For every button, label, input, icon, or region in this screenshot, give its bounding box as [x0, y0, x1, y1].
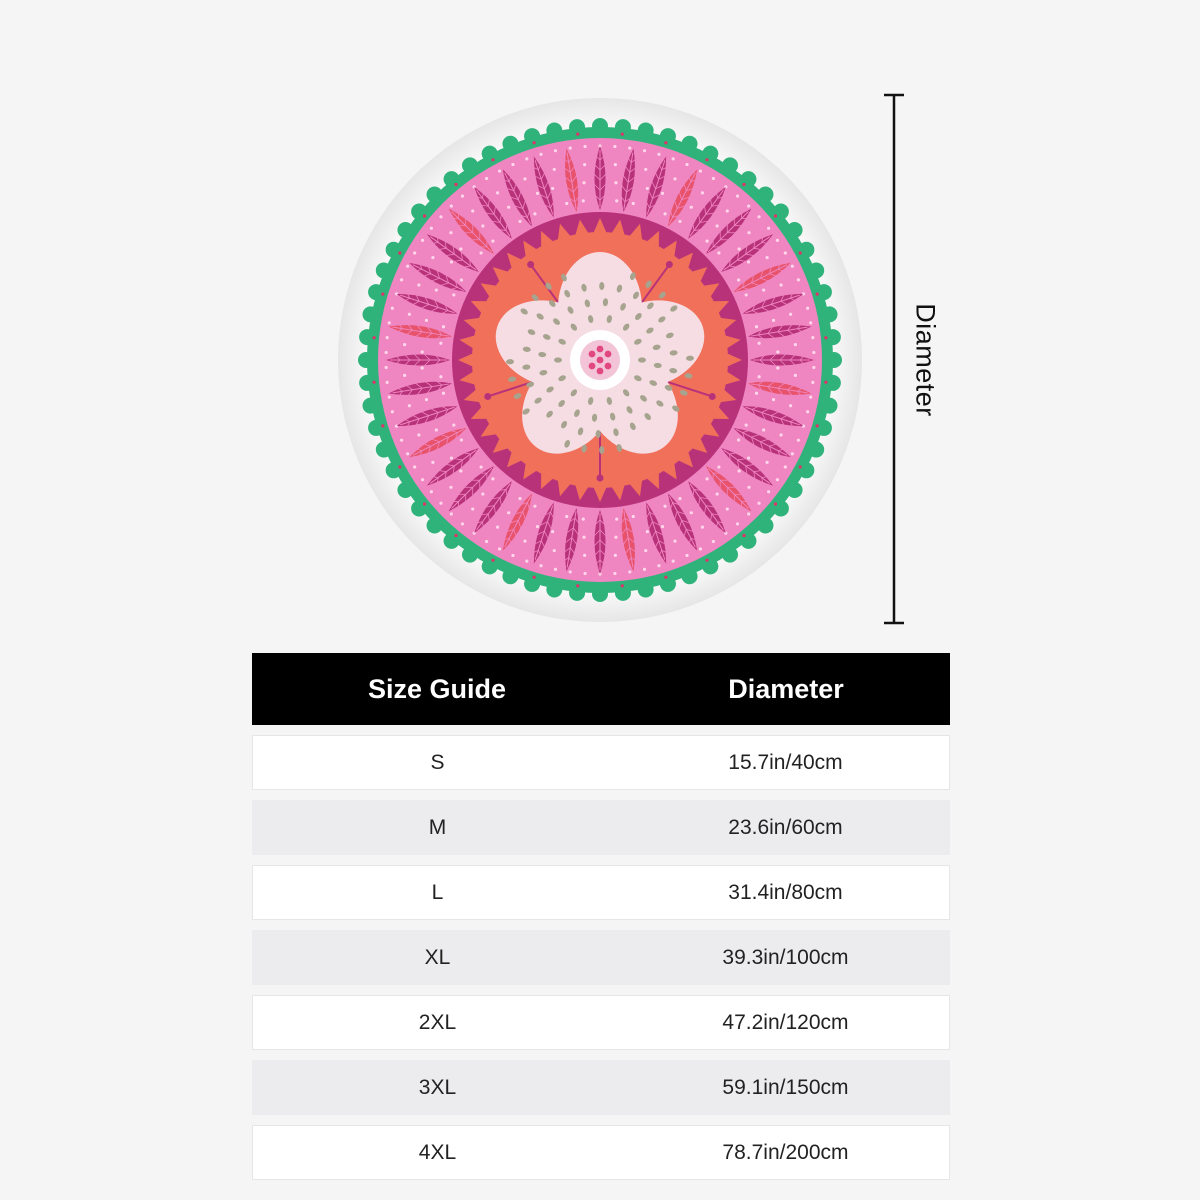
dot	[431, 461, 434, 464]
dot	[797, 278, 800, 281]
dot	[554, 568, 557, 571]
dot	[816, 424, 819, 427]
dot	[762, 288, 765, 291]
dot	[388, 321, 391, 324]
dot	[758, 342, 761, 345]
dot	[583, 572, 586, 575]
dot	[747, 231, 750, 234]
dot	[789, 313, 792, 316]
dot	[582, 536, 585, 539]
dot	[583, 554, 586, 557]
dot	[406, 265, 409, 268]
dot	[450, 260, 453, 263]
dot	[802, 292, 805, 295]
dot	[644, 549, 647, 552]
dot	[523, 539, 526, 542]
dot	[413, 465, 416, 468]
dot	[391, 410, 394, 413]
dot	[454, 534, 457, 537]
size-cell: L	[431, 880, 444, 904]
dot	[582, 518, 585, 521]
petal-dot	[554, 357, 562, 362]
core-dot	[589, 351, 596, 358]
dot	[663, 505, 666, 508]
table-row	[252, 1060, 950, 1115]
dot	[657, 153, 660, 156]
dot	[816, 293, 819, 296]
dot	[539, 564, 542, 567]
dot	[460, 438, 463, 441]
core-dot	[597, 357, 604, 364]
table-row	[252, 1125, 950, 1180]
dot	[613, 145, 616, 148]
dot	[569, 570, 572, 573]
dot	[423, 502, 426, 505]
dot	[461, 194, 464, 197]
dot	[745, 423, 748, 426]
dot	[657, 564, 660, 567]
core-dot	[597, 346, 604, 353]
dot	[582, 181, 585, 184]
dot	[685, 554, 688, 557]
dot	[450, 456, 453, 459]
dot	[496, 526, 499, 529]
dot	[663, 212, 666, 215]
dot	[533, 505, 536, 508]
core-dot	[597, 368, 604, 375]
stamen-tip	[527, 261, 534, 268]
dot	[747, 204, 750, 207]
dot	[742, 183, 745, 186]
diameter-label: Diameter	[910, 303, 941, 417]
dot	[661, 192, 664, 195]
dot	[802, 425, 805, 428]
dot	[498, 547, 501, 550]
size-cell: 3XL	[418, 1075, 457, 1099]
dot	[533, 141, 536, 144]
dot	[439, 342, 442, 345]
dot	[518, 497, 521, 500]
dot	[779, 433, 782, 436]
dot	[774, 214, 777, 217]
dot	[536, 525, 539, 528]
dot	[491, 477, 494, 480]
table-row	[252, 995, 950, 1050]
dot	[391, 307, 394, 310]
dot	[705, 559, 708, 562]
dot	[772, 398, 775, 401]
dot	[690, 206, 693, 209]
dot	[431, 256, 434, 259]
dot	[789, 404, 792, 407]
dot	[385, 366, 388, 369]
dot	[406, 452, 409, 455]
dot	[757, 215, 760, 218]
dot	[791, 265, 794, 268]
table-row	[252, 800, 950, 855]
size-cell: M	[428, 815, 447, 839]
dot	[643, 149, 646, 152]
dot	[449, 231, 452, 234]
dot	[799, 465, 802, 468]
dot	[553, 168, 556, 171]
dot	[442, 392, 445, 395]
dot	[460, 278, 463, 281]
dot	[400, 439, 403, 442]
dot	[784, 465, 787, 468]
dot	[646, 187, 649, 190]
dot	[413, 251, 416, 254]
dot	[811, 381, 814, 384]
dot	[747, 512, 750, 515]
diameter-cell: 31.4in/80cm	[728, 880, 843, 904]
dot	[806, 307, 809, 310]
dot	[614, 536, 617, 539]
dot	[523, 177, 526, 180]
dot	[435, 288, 438, 291]
dot	[450, 512, 453, 515]
dot	[459, 469, 462, 472]
dot	[442, 325, 445, 328]
dot	[742, 534, 745, 537]
core-dot	[605, 363, 612, 370]
dot	[481, 224, 484, 227]
dot	[737, 278, 740, 281]
dot	[766, 256, 769, 259]
dot	[621, 584, 624, 587]
dot	[507, 511, 510, 514]
dot	[386, 336, 389, 339]
dot	[776, 239, 779, 242]
dot	[701, 526, 704, 529]
size-cell: 2XL	[418, 1010, 457, 1034]
dot	[435, 428, 438, 431]
dot	[439, 375, 442, 378]
dot	[525, 157, 528, 160]
dot	[479, 465, 482, 468]
diameter-cell: 59.1in/150cm	[722, 1075, 849, 1099]
dot	[628, 146, 631, 149]
dot	[479, 251, 482, 254]
stamen-tip	[484, 393, 491, 400]
dot	[705, 239, 708, 242]
dot	[726, 507, 729, 510]
core-dot	[605, 351, 612, 358]
diameter-cell: 78.7in/200cm	[722, 1140, 849, 1164]
dot	[471, 209, 474, 212]
diameter-cell: 15.7in/40cm	[728, 750, 843, 774]
dot	[824, 336, 827, 339]
dot	[491, 559, 494, 562]
dot	[776, 478, 779, 481]
dot	[613, 572, 616, 575]
dot	[738, 247, 741, 250]
dot	[809, 321, 812, 324]
dot	[461, 522, 464, 525]
dot	[755, 325, 758, 328]
dot	[507, 206, 510, 209]
dot	[485, 540, 488, 543]
dot	[621, 132, 624, 135]
diameter-cell: 47.2in/120cm	[722, 1010, 849, 1034]
dot	[385, 351, 388, 354]
dot	[644, 168, 647, 171]
dot	[423, 214, 426, 217]
dot	[774, 502, 777, 505]
dot	[632, 515, 635, 518]
dot	[632, 202, 635, 205]
dot	[449, 486, 452, 489]
dot	[738, 469, 741, 472]
dot	[726, 209, 729, 212]
dot	[747, 260, 750, 263]
dot	[583, 145, 586, 148]
dot	[705, 477, 708, 480]
stamen-tip	[709, 393, 716, 400]
dot	[491, 158, 494, 161]
dot	[417, 433, 420, 436]
dot	[661, 525, 664, 528]
dot	[430, 490, 433, 493]
dot	[398, 465, 401, 468]
dot	[811, 336, 814, 339]
core-dot	[589, 363, 596, 370]
dot	[408, 404, 411, 407]
dot	[498, 169, 501, 172]
dot	[533, 212, 536, 215]
dot	[794, 343, 797, 346]
dot	[386, 381, 389, 384]
dot	[372, 381, 375, 384]
dot	[525, 559, 528, 562]
diameter-cell: 23.6in/60cm	[728, 815, 843, 839]
table-row	[252, 735, 950, 790]
dot	[381, 424, 384, 427]
petal-dot	[638, 357, 646, 362]
dot	[806, 410, 809, 413]
dot	[459, 247, 462, 250]
dot	[582, 199, 585, 202]
dot	[425, 319, 428, 322]
dot	[614, 181, 617, 184]
table-row	[252, 930, 950, 985]
dot	[673, 539, 676, 542]
stamen-tip	[666, 261, 673, 268]
dot	[747, 486, 750, 489]
dot	[737, 438, 740, 441]
size-cell: S	[430, 750, 445, 774]
dot	[381, 293, 384, 296]
dot	[717, 465, 720, 468]
dot	[539, 153, 542, 156]
dot	[705, 158, 708, 161]
dot	[797, 439, 800, 442]
dot	[615, 199, 618, 202]
header-size-guide: Size Guide	[367, 673, 507, 704]
dot	[794, 374, 797, 377]
dot	[791, 452, 794, 455]
size-cell: 4XL	[418, 1140, 457, 1164]
dot	[643, 568, 646, 571]
dot	[576, 132, 579, 135]
dot	[766, 461, 769, 464]
dot	[678, 220, 681, 223]
dot	[678, 497, 681, 500]
dot	[779, 283, 782, 286]
dot	[454, 183, 457, 186]
dot	[425, 398, 428, 401]
dot	[685, 163, 688, 166]
dot	[699, 169, 702, 172]
dot	[553, 549, 556, 552]
dot	[583, 163, 586, 166]
dot	[417, 283, 420, 286]
dot	[758, 375, 761, 378]
dot	[576, 584, 579, 587]
dot	[699, 547, 702, 550]
dot	[755, 392, 758, 395]
round-rug-image	[330, 90, 870, 630]
dot	[533, 576, 536, 579]
dot	[511, 163, 514, 166]
dot	[716, 492, 719, 495]
dot	[565, 202, 568, 205]
dot	[628, 570, 631, 573]
dot	[664, 141, 667, 144]
dot	[772, 319, 775, 322]
dot	[673, 177, 676, 180]
dot	[403, 374, 406, 377]
dot	[421, 478, 424, 481]
dot	[421, 239, 424, 242]
dot	[421, 350, 424, 353]
dot	[403, 343, 406, 346]
diameter-cell: 39.3in/100cm	[722, 945, 849, 969]
dot	[615, 518, 618, 521]
dot	[712, 177, 715, 180]
dot	[664, 576, 667, 579]
dot	[398, 251, 401, 254]
table-header	[252, 653, 950, 725]
dot	[776, 366, 779, 369]
dot	[430, 227, 433, 230]
dot	[518, 220, 521, 223]
dot	[614, 163, 617, 166]
dot	[767, 490, 770, 493]
dot	[799, 251, 802, 254]
header-diameter: Diameter	[728, 673, 844, 704]
dot	[757, 502, 760, 505]
dot	[767, 227, 770, 230]
dot	[672, 157, 675, 160]
dot	[439, 502, 442, 505]
dot	[471, 507, 474, 510]
dot	[614, 554, 617, 557]
dot	[481, 492, 484, 495]
dot	[672, 559, 675, 562]
dot	[452, 293, 455, 296]
dot	[450, 204, 453, 207]
dot	[439, 215, 442, 218]
dot	[496, 191, 499, 194]
dot	[372, 336, 375, 339]
dot	[824, 381, 827, 384]
dot	[762, 428, 765, 431]
dot	[491, 239, 494, 242]
dot	[784, 251, 787, 254]
dot	[551, 530, 554, 533]
size-guide-table	[252, 653, 950, 1180]
dot	[452, 423, 455, 426]
dot	[421, 366, 424, 369]
dot	[716, 224, 719, 227]
dot	[565, 515, 568, 518]
dot	[745, 293, 748, 296]
dot	[646, 530, 649, 533]
dot	[554, 149, 557, 152]
dot	[400, 278, 403, 281]
dot	[511, 554, 514, 557]
table-row	[252, 865, 950, 920]
stamen-tip	[597, 475, 604, 482]
dot	[712, 540, 715, 543]
dot	[809, 396, 812, 399]
dot	[569, 146, 572, 149]
dot	[736, 194, 739, 197]
dot	[536, 192, 539, 195]
dot	[812, 366, 815, 369]
dot	[690, 511, 693, 514]
dot	[701, 191, 704, 194]
size-cell: XL	[424, 945, 451, 969]
dot	[388, 396, 391, 399]
dot	[776, 350, 779, 353]
dot	[747, 456, 750, 459]
dot	[485, 177, 488, 180]
dot	[812, 351, 815, 354]
dot	[717, 251, 720, 254]
dot	[551, 187, 554, 190]
dot	[408, 313, 411, 316]
dot	[736, 522, 739, 525]
